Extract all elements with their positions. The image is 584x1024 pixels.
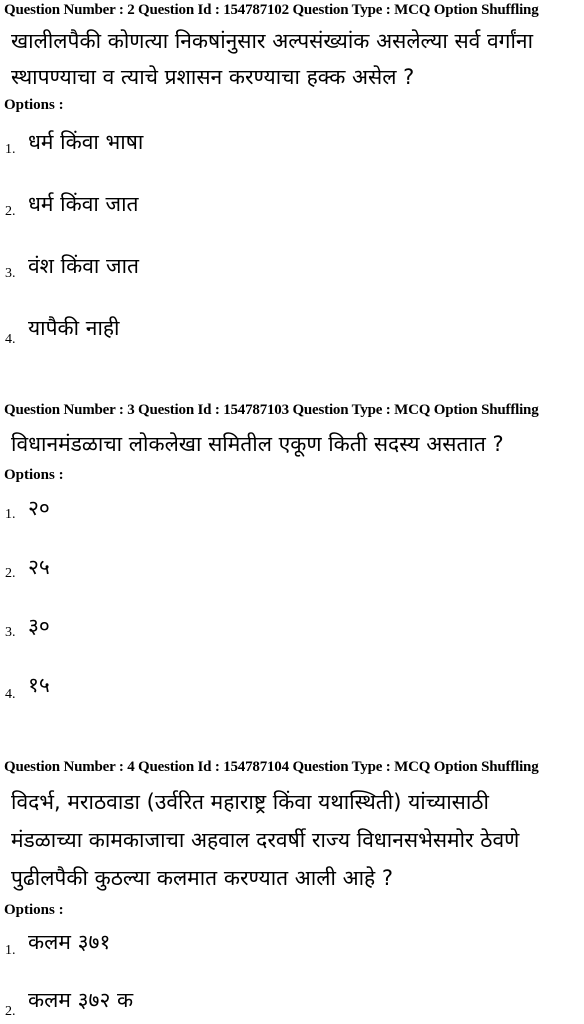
- question-text-line: पुढीलपैकी कुठल्या कलमात करण्यात आली आहे ?: [11, 866, 394, 890]
- option-number: 1.: [5, 142, 16, 157]
- option-3[interactable]: [0, 248, 584, 288]
- options-label: Options :: [4, 902, 64, 918]
- question-header: Question Number : 3 Question Id : 154787103 Question Type : MCQ Option Shuffling: [4, 402, 539, 418]
- option-text: २५: [28, 555, 50, 579]
- option-text: कलम ३७१: [28, 930, 111, 954]
- option-text: ३०: [28, 614, 50, 638]
- option-number: 3.: [5, 625, 16, 640]
- option-2[interactable]: [0, 551, 584, 591]
- option-text: यापैकी नाही: [28, 316, 120, 340]
- option-4[interactable]: [0, 312, 584, 352]
- option-text: २०: [28, 496, 50, 520]
- option-number: 3.: [5, 266, 16, 281]
- option-text: धर्म किंवा भाषा: [28, 130, 144, 154]
- option-number: 2.: [5, 566, 16, 581]
- question-text-line: विदर्भ, मराठवाडा (उर्वरित महाराष्ट्र किंवा यथास्थिती) यांच्यासाठी: [11, 790, 489, 814]
- question-text-line: विधानमंडळाचा लोकलेखा समितील एकूण किती सदस्य असतात ?: [11, 432, 504, 456]
- question-text-line: स्थापण्याचा व त्याचे प्रशासन करण्याचा हक्क असेल ?: [11, 65, 415, 89]
- option-number: 4.: [5, 332, 16, 347]
- option-4[interactable]: [0, 669, 584, 709]
- option-number: 2.: [5, 204, 16, 219]
- option-text: धर्म किंवा जात: [28, 192, 139, 216]
- option-2[interactable]: [0, 984, 584, 1024]
- option-3[interactable]: [0, 610, 584, 650]
- option-1[interactable]: [0, 926, 584, 966]
- question-text-line: मंडळाच्या कामकाजाचा अहवाल दरवर्षी राज्य विधानसभेसमोर ठेवणे: [11, 828, 520, 852]
- option-1[interactable]: [0, 124, 584, 164]
- option-text: १५: [28, 673, 50, 697]
- question-header: Question Number : 4 Question Id : 154787104 Question Type : MCQ Option Shuffling: [4, 759, 539, 775]
- option-number: 4.: [5, 687, 16, 702]
- option-number: 1.: [5, 943, 16, 958]
- option-number: 1.: [5, 507, 16, 522]
- option-1[interactable]: [0, 492, 584, 532]
- option-number: 2.: [5, 1004, 16, 1019]
- question-text-line: खालीलपैकी कोणत्या निकषांनुसार अल्पसंख्यांक असलेल्या सर्व वर्गांना: [11, 29, 534, 53]
- option-text: वंश किंवा जात: [28, 254, 139, 278]
- question-header: Question Number : 2 Question Id : 154787102 Question Type : MCQ Option Shuffling: [4, 2, 539, 18]
- options-label: Options :: [4, 467, 64, 483]
- option-text: कलम ३७२ क: [28, 988, 134, 1012]
- options-label: Options :: [4, 97, 64, 113]
- option-2[interactable]: [0, 186, 584, 226]
